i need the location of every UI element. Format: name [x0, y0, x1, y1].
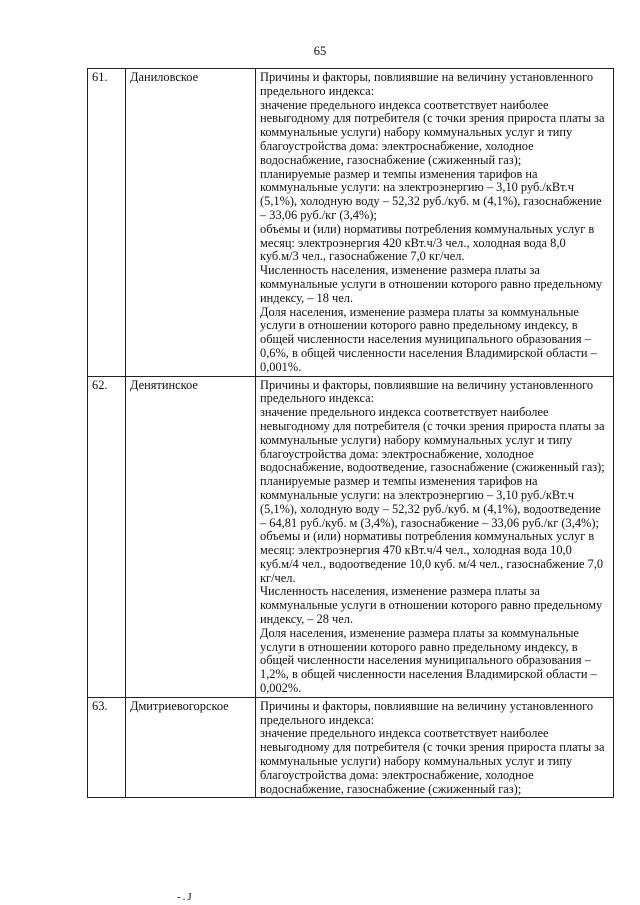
description-line: водоснабжение, газоснабжение (сжиженный газ); — [260, 781, 522, 796]
description-line: Численность населения, изменение размера платы за — [260, 584, 540, 599]
description-line: коммунальные услуги) набору коммунальных услуг и типу — [260, 432, 573, 447]
page-number: 65 — [313, 44, 327, 58]
municipalities-table — [87, 68, 614, 798]
description-line: – 64,81 руб./куб. м (3,4%), газоснабжение – 33,06 руб./кг (3,4%); — [260, 515, 599, 530]
index-description — [256, 69, 614, 377]
description-line: благоустройства дома: электроснабжение, холодное — [260, 446, 534, 461]
description-line: объемы и (или) нормативы потребления коммунальных услуг в — [260, 221, 595, 236]
description-line: значение предельного индекса соответствует наиболее — [260, 405, 549, 420]
description-line: 0,001%. — [260, 359, 302, 374]
description-line: кг/чел. — [260, 570, 296, 585]
row-number: 61. — [88, 69, 126, 377]
municipality-name: Дмитриевогорское — [126, 697, 256, 798]
row-number: 62. — [88, 376, 126, 697]
description-line: коммунальные услуги) набору коммунальных услуг и типу — [260, 754, 573, 769]
description-line: месяц: электроэнергия 470 кВт.ч/4 чел., холодная вода 10,0 — [260, 543, 572, 558]
municipality-name: Денятинское — [126, 376, 256, 697]
description-line: Причины и факторы, повлиявшие на величину установленного — [260, 70, 594, 84]
description-line: Причины и факторы, повлиявшие на величину установленного — [260, 377, 594, 392]
description-line: невыгодному для потребителя (с точки зрения прироста платы за — [260, 418, 605, 433]
description-line: коммунальные услуги) набору коммунальных услуг и типу — [260, 125, 573, 140]
description-line: объемы и (или) нормативы потребления коммунальных услуг в — [260, 529, 595, 544]
table-row — [88, 376, 614, 697]
description-line: благоустройства дома: электроснабжение, холодное — [260, 767, 534, 782]
description-line: водоснабжение, газоснабжение (сжиженный газ); — [260, 152, 522, 167]
description-line: месяц: электроэнергия 420 кВт.ч/3 чел., холодная вода 8,0 — [260, 235, 566, 250]
description-line: индексу, – 18 чел. — [260, 290, 354, 305]
table-body — [88, 69, 614, 798]
description-line: предельного индекса: — [260, 712, 375, 727]
description-line: Доля населения, изменение размера платы за коммунальные — [260, 304, 579, 319]
description-line: Численность населения, изменение размера платы за — [260, 263, 540, 278]
description-line: значение предельного индекса соответствует наиболее — [260, 726, 549, 741]
description-line: – 33,06 руб./кг (3,4%); — [260, 207, 377, 222]
description-line: планируемые размер и темпы изменения тарифов на — [260, 166, 538, 181]
description-line: 1,2%, в общей численности населения Владимирской области – — [260, 667, 597, 682]
description-line: (5,1%), холодную воду – 52,32 руб./куб. м (4,1%), газоснабжение — [260, 194, 602, 209]
description-line: коммунальные услуги в отношении которого равно предельному — [260, 276, 603, 291]
description-line: услуги в отношении которого равно предельному индексу, в — [260, 639, 578, 654]
description-line: коммунальные услуги в отношении которого равно предельному — [260, 598, 603, 613]
description-line: куб.м/4 чел., водоотведение 10,0 куб. м/4 чел., газоснабжение 7,0 — [260, 556, 604, 571]
description-line: Причины и факторы, повлиявшие на величину установленного — [260, 698, 594, 713]
description-line: планируемые размер и темпы изменения тарифов на — [260, 474, 538, 489]
description-line: невыгодному для потребителя (с точки зрения прироста платы за — [260, 111, 605, 126]
description-line: предельного индекса: — [260, 391, 375, 406]
description-line: услуги в отношении которого равно предельному индексу, в — [260, 318, 578, 333]
index-description — [256, 697, 614, 798]
description-line: 0,6%, в общей численности населения Владимирской области – — [260, 345, 597, 360]
description-line: невыгодному для потребителя (с точки зрения прироста платы за — [260, 740, 605, 755]
description-line: водоснабжение, водоотведение, газоснабжение (сжиженный газ); — [260, 460, 605, 475]
municipality-name: Даниловское — [126, 69, 256, 377]
description-line: Доля населения, изменение размера платы за коммунальные — [260, 625, 579, 640]
description-line: куб.м/3 чел., газоснабжение 7,0 кг/чел. — [260, 249, 465, 264]
description-line: (5,1%), холодную воду – 52,32 руб./куб. м (4,1%), водоотведение — [260, 501, 601, 516]
scan-mark: -.J — [177, 891, 194, 903]
index-description — [256, 376, 614, 697]
description-line: коммунальные услуги: на электроэнергию – 3,10 руб./кВт.ч — [260, 180, 574, 195]
description-line: предельного индекса: — [260, 83, 375, 98]
table-row — [88, 69, 614, 377]
description-line: индексу, – 28 чел. — [260, 612, 354, 627]
description-line: значение предельного индекса соответствует наиболее — [260, 97, 549, 112]
row-number: 63. — [88, 697, 126, 798]
description-line: общей численности населения муниципального образования – — [260, 332, 591, 347]
description-line: общей численности населения муниципального образования – — [260, 653, 591, 668]
description-line: 0,002%. — [260, 681, 302, 696]
table-row — [88, 697, 614, 798]
description-line: коммунальные услуги: на электроэнергию – 3,10 руб./кВт.ч — [260, 487, 574, 502]
description-line: благоустройства дома: электроснабжение, холодное — [260, 138, 534, 153]
